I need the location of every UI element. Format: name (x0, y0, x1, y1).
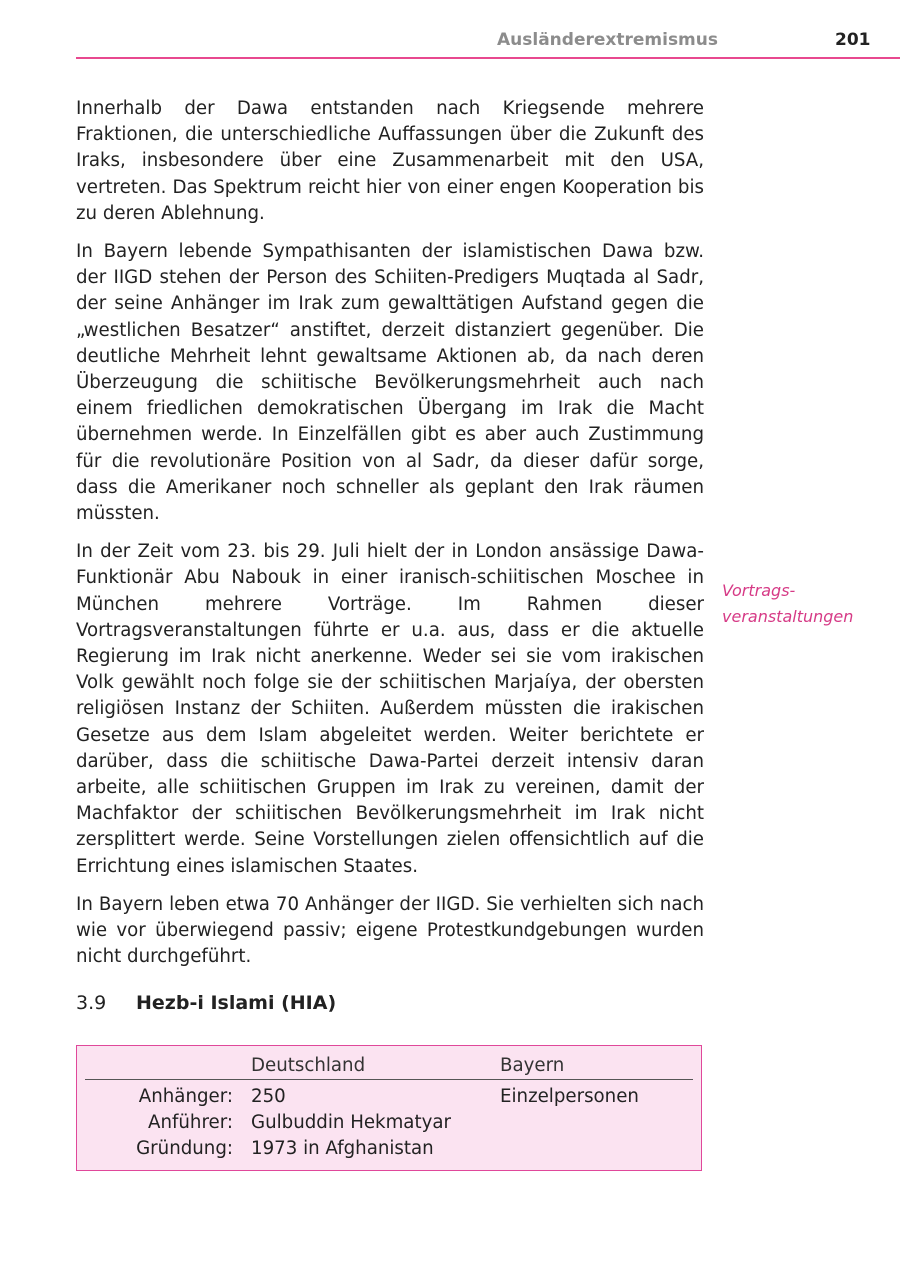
row-label-founded: Gründung: (136, 1138, 233, 1159)
paragraph-1: Innerhalb der Dawa entstanden nach Kriegsende mehrere Fraktionen, die unterschiedliche Auffassungen über die Zukunft des Iraks, insbesondere über eine Zusammenarbeit mit den USA, vertreten. Das Spektrum reicht hier von einer engen Kooperation bis zu deren Ablehnung. (76, 98, 704, 224)
column-header-germany: Deutschland (251, 1055, 366, 1076)
founded-germany: 1973 in Afghanistan (251, 1138, 434, 1159)
paragraph-2: In Bayern lebende Sympathisanten der islamistischen Dawa bzw. der IIGD stehen der Person des Schiiten-Predigers Muqtada al Sadr, der seine Anhänger im Irak zum gewalttätigen Aufstand gegen die „westlichen Besatzer“ anstiftet, derzeit distanziert gegenüber. Die deutliche Mehrheit lehnt gewaltsame Aktionen ab, da nach deren Überzeugung die schiitische Bevölkerungsmehrheit auch nach einem friedlichen demokratischen Übergang im Irak die Macht übernehmen werde. In Einzelfällen gibt es aber auch Zustimmung für die revolutionäre Position von al Sadr, da dieser dafür sorge, dass die Amerikaner noch schneller als geplant den Irak räumen müssten. (76, 241, 704, 525)
leader-germany: Gulbuddin Hekmatyar (251, 1112, 451, 1133)
column-header-bavaria: Bayern (500, 1055, 565, 1076)
fact-box-divider (85, 1079, 693, 1080)
row-label-leader: Anführer: (148, 1112, 233, 1133)
margin-note: Vortrags- veranstaltungen (722, 581, 854, 626)
row-label-followers: Anhänger: (138, 1086, 233, 1107)
fact-box (76, 1045, 702, 1171)
followers-bavaria: Einzelpersonen (500, 1086, 639, 1107)
paragraph-4: In Bayern leben etwa 70 Anhänger der IIGD. Sie verhielten sich nach wie vor überwiegend passiv; eigene Protestkundgebungen wurden nicht durchgeführt. (76, 893, 704, 968)
section-title: Hezb-i Islami (HIA) (136, 992, 337, 1014)
followers-germany: 250 (251, 1086, 286, 1107)
section-number: 3.9 (76, 992, 107, 1014)
page-number: 201 (835, 30, 871, 50)
paragraph-3: In der Zeit vom 23. bis 29. Juli hielt der in London ansässige Dawa-Funktionär Abu Nabouk in einer iranisch-schiitischen Moschee in München mehrere Vorträge. Im Rahmen dieser Vortragsveranstaltungen führte er u.a. aus, dass er die aktuelle Regierung im Irak nicht anerkenne. Weder sei sie vom irakischen Volk gewählt noch folge sie der schiitischen Marjaíya, der obersten religiösen Instanz der Schiiten. Außerdem müssten die irakischen Gesetze aus dem Islam abgeleitet werden. Weiter berichtete er darüber, dass die schiitische Dawa-Partei derzeit intensiv daran arbeite, alle schiitischen Gruppen im Irak zu vereinen, damit der Machfaktor der schiitischen Bevölkerungsmehrheit im Irak nicht zersplittert werde. Seine Vorstellungen zielen offensichtlich auf die Errichtung eines islamischen Staates. (76, 541, 704, 877)
running-head-section: Ausländerextremismus (497, 30, 718, 50)
body-text (76, 96, 704, 983)
section-heading (76, 988, 336, 1018)
header-divider (76, 57, 900, 59)
